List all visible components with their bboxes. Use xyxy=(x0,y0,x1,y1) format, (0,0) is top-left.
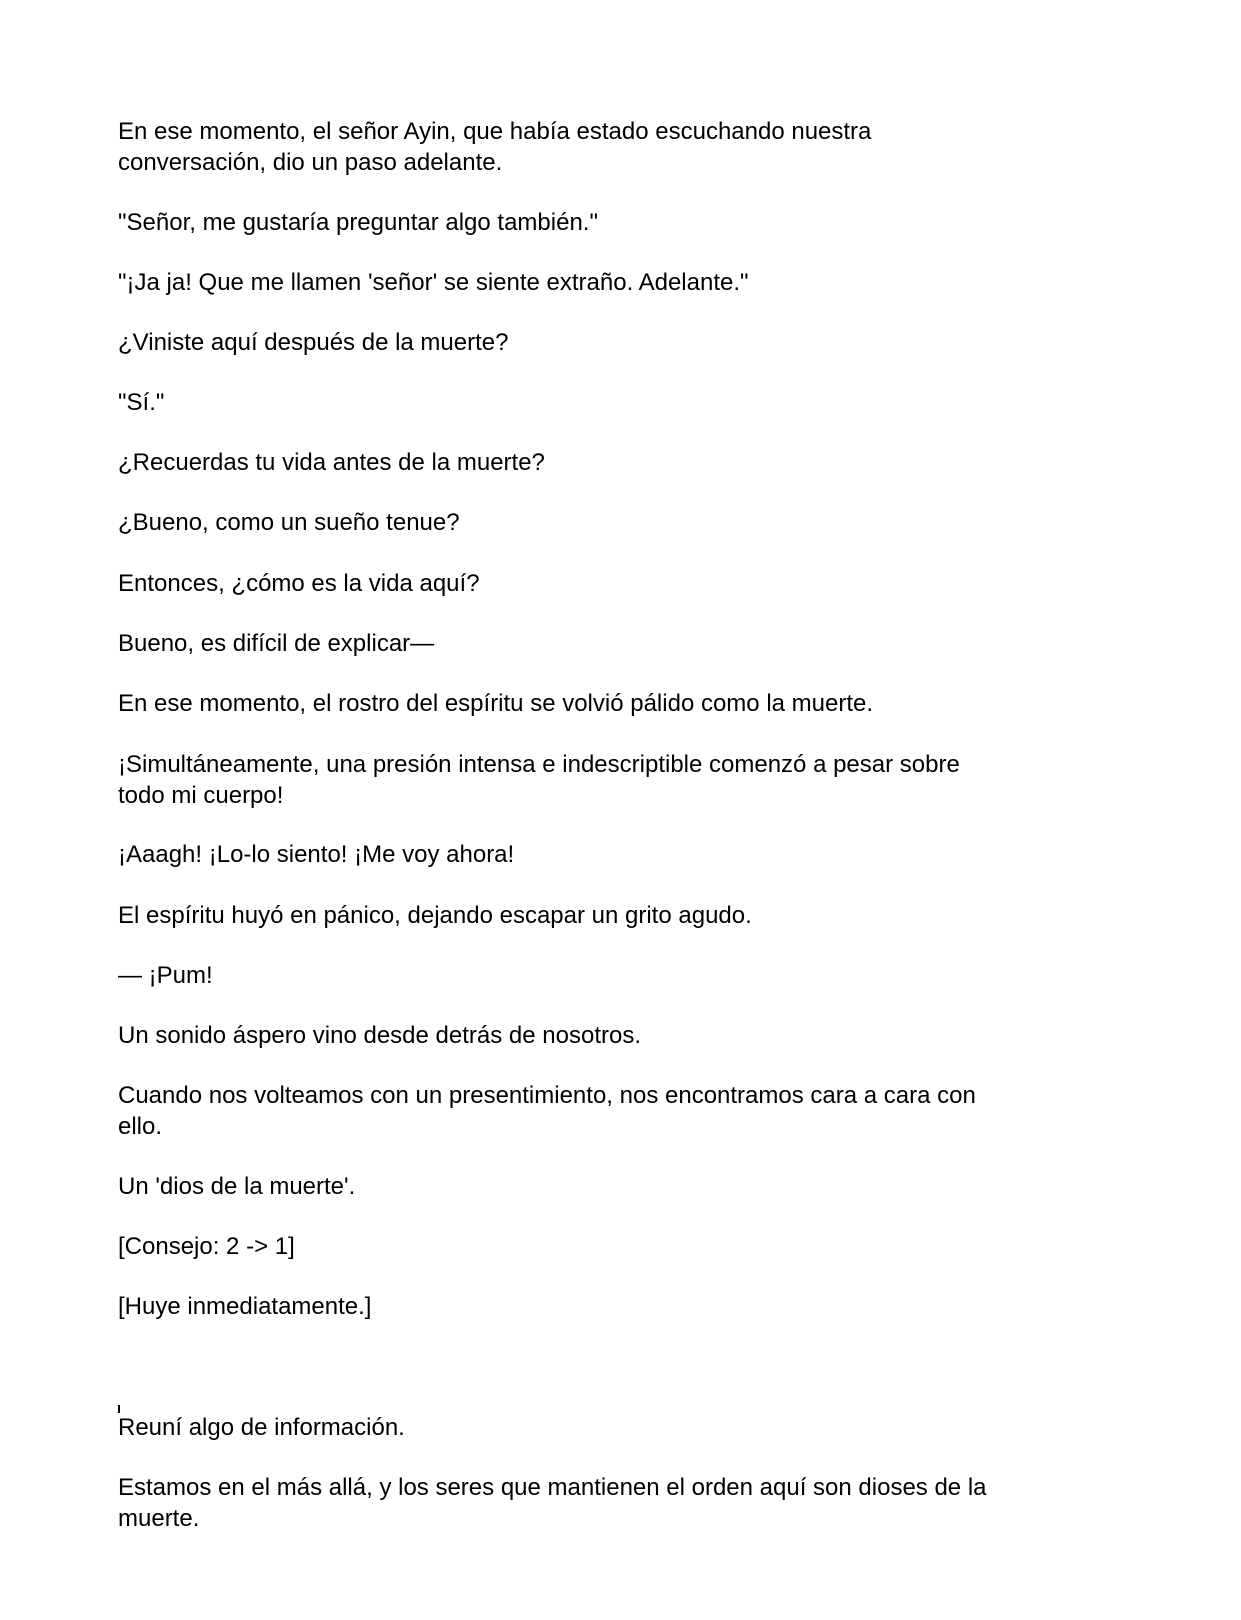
paragraph: ¡Simultáneamente, una presión intensa e indescriptible comenzó a pesar sobre todo mi cuerpo! xyxy=(118,751,960,809)
paragraph: ¿Recuerdas tu vida antes de la muerte? xyxy=(118,449,545,476)
paragraph: Entonces, ¿cómo es la vida aquí? xyxy=(118,570,480,597)
paragraph: Cuando nos volteamos con un presentimiento, nos encontramos cara a cara con ello. xyxy=(118,1082,976,1140)
paragraph: "Señor, me gustaría preguntar algo también." xyxy=(118,209,598,236)
paragraph: "¡Ja ja! Que me llamen 'señor' se siente extraño. Adelante." xyxy=(118,269,749,296)
paragraph: Estamos en el más allá, y los seres que mantienen el orden aquí son dioses de la muerte. xyxy=(118,1474,987,1532)
paragraph: — ¡Pum! xyxy=(118,962,213,989)
paragraph: "Sí." xyxy=(118,389,165,416)
paragraph: Reuní algo de información. xyxy=(118,1414,405,1441)
paragraph: Un sonido áspero vino desde detrás de nosotros. xyxy=(118,1022,641,1049)
paragraph: Bueno, es difícil de explicar— xyxy=(118,630,435,657)
paragraph: [Huye inmediatamente.] xyxy=(118,1293,372,1320)
paragraph: En ese momento, el rostro del espíritu se volvió pálido como la muerte. xyxy=(118,690,874,717)
paragraph: ¿Bueno, como un sueño tenue? xyxy=(118,509,460,536)
paragraph: En ese momento, el señor Ayin, que había estado escuchando nuestra conversación, dio un paso adelante. xyxy=(118,118,872,176)
paragraph: ¿Viniste aquí después de la muerte? xyxy=(118,329,509,356)
paragraph: [Consejo: 2 -> 1] xyxy=(118,1233,295,1260)
paragraph: ¡Aaagh! ¡Lo-lo siento! ¡Me voy ahora! xyxy=(118,841,515,868)
paragraph: El espíritu huyó en pánico, dejando escapar un grito agudo. xyxy=(118,902,752,929)
paragraph: Un 'dios de la muerte'. xyxy=(118,1173,356,1200)
